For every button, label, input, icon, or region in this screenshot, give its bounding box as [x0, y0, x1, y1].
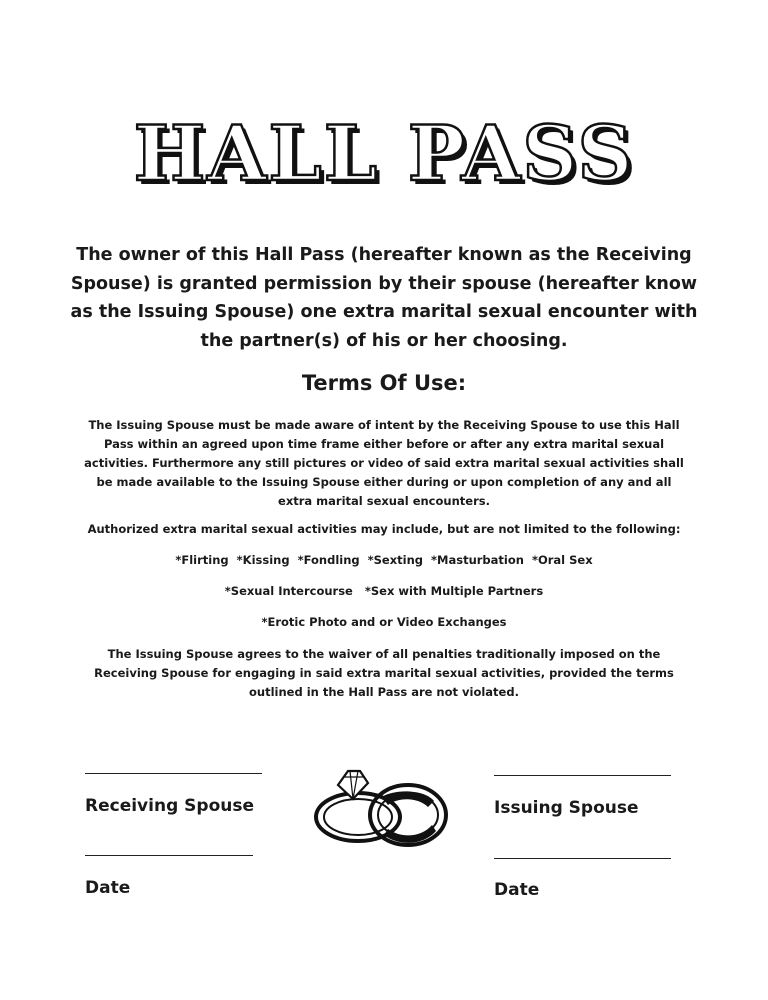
terms-paragraph: The Issuing Spouse must be made aware of intent by the Receiving Spouse to use this Hall Pass within an agreed upon time frame either before or after any extra marital sexual activities. Furthermore any still pictures or video of said extra marital sexual activities shall be made available to the Issuing Spouse either during or upon completion of any and all extra marital sexual encounters. [84, 418, 684, 508]
issuing-spouse-label: Issuing Spouse [494, 798, 639, 818]
receiving-date-line[interactable] [85, 855, 253, 856]
issuing-spouse-signature-line[interactable] [494, 775, 671, 776]
wedding-rings-icon [308, 765, 458, 855]
intro-paragraph: The owner of this Hall Pass (hereafter known as the Receiving Spouse) is granted permission by their spouse (hereafter know as the Issuing Spouse) one extra marital sexual encounter with the partner(s) of his or her choosing. [70, 245, 698, 351]
issuing-date-line[interactable] [494, 858, 671, 859]
activities-line-1: *Flirting *Kissing *Fondling *Sexting *Masturbation *Oral Sex [175, 553, 593, 567]
receiving-date-label: Date [85, 878, 131, 898]
receiving-spouse-label: Receiving Spouse [85, 796, 254, 816]
authorized-activities-line: Authorized extra marital sexual activities may include, but are not limited to the following: [87, 522, 681, 536]
waiver-paragraph: The Issuing Spouse agrees to the waiver of all penalties traditionally imposed on the Receiving Spouse for engaging in said extra marital sexual activities, provided the terms outlined in the Hall Pass are not violated. [94, 647, 674, 699]
page-title: HALL PASS [133, 109, 635, 198]
terms-heading: Terms Of Use: [301, 371, 467, 395]
receiving-spouse-signature-line[interactable] [85, 773, 262, 774]
activities-line-3: *Erotic Photo and or Video Exchanges [261, 615, 507, 629]
activities-line-2: *Sexual Intercourse *Sex with Multiple Partners [224, 584, 544, 598]
issuing-date-label: Date [494, 880, 540, 900]
